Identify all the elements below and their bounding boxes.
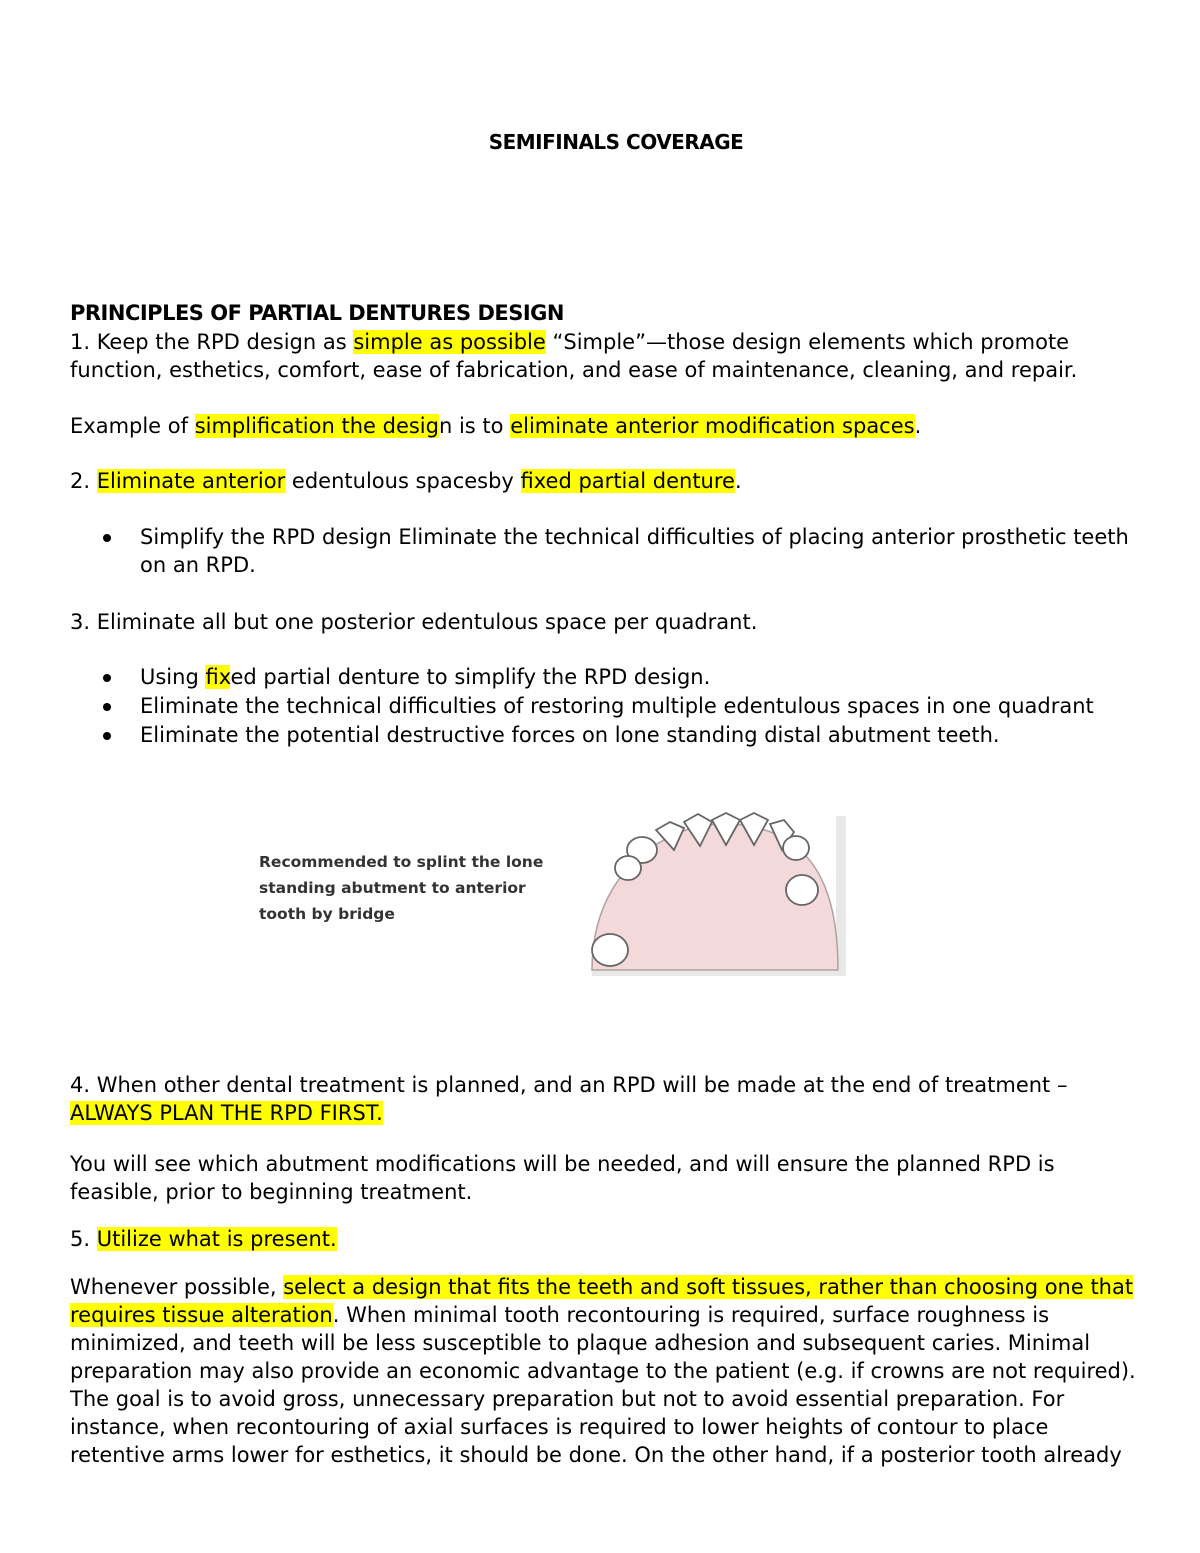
section-heading: PRINCIPLES OF PARTIAL DENTURES DESIGN bbox=[70, 301, 564, 325]
bullet-text: Simplify the RPD design Eliminate the technical difficulties of placing anterior prosthetic teeth bbox=[140, 525, 1129, 549]
principle-4-body-line-2: feasible, prior to beginning treatment. bbox=[70, 1180, 473, 1204]
highlighted-text: simplification the desig bbox=[194, 414, 439, 438]
text-run: 2. bbox=[70, 469, 97, 493]
page-title: SEMIFINALS COVERAGE bbox=[488, 130, 744, 154]
caption-line: tooth by bridge bbox=[259, 905, 395, 923]
caption-line: Recommended to splint the lone bbox=[259, 853, 544, 871]
text-run: 1. Keep the RPD design as bbox=[70, 330, 354, 354]
principle-4-body-line-1: You will see which abutment modifications will be needed, and will ensure the planned RPD is bbox=[70, 1152, 1055, 1176]
text-run: Using bbox=[140, 665, 206, 689]
bullet-icon bbox=[103, 732, 111, 740]
dental-arch-illustration bbox=[586, 812, 848, 978]
principle-5-body-line-6: instance, when recontouring of axial surfaces is required to lower heights of contour to place bbox=[70, 1415, 1049, 1439]
tooth bbox=[786, 875, 818, 905]
principle-1-line-2: function, esthetics, comfort, ease of fabrication, and ease of maintenance, cleaning, and repair. bbox=[70, 358, 1078, 382]
principle-2 bbox=[70, 467, 742, 495]
figure-caption bbox=[259, 849, 543, 927]
tooth bbox=[783, 836, 809, 860]
highlighted-text: requires tissue alteration bbox=[70, 1303, 333, 1327]
example-paragraph bbox=[70, 412, 921, 440]
text-run: n is to bbox=[438, 414, 511, 438]
bullet-icon bbox=[103, 534, 111, 542]
principle-5-body-line-3: minimized, and teeth will be less susceptible to plaque adhesion and subsequent caries. Minimal bbox=[70, 1331, 1091, 1355]
text-run: ed partial denture to simplify the RPD design. bbox=[230, 665, 711, 689]
principle-4-line-1: 4. When other dental treatment is planned, and an RPD will be made at the end of treatment – bbox=[70, 1073, 1068, 1097]
principle-5 bbox=[70, 1225, 337, 1253]
caption-line: standing abutment to anterior bbox=[259, 879, 526, 897]
highlighted-text: select a design that fits the teeth and soft tissues, rather than choosing one that bbox=[283, 1275, 1134, 1299]
bullet-text: Eliminate the technical difficulties of restoring multiple edentulous spaces in one quadrant bbox=[140, 694, 1094, 718]
text-run: . bbox=[914, 414, 922, 438]
principle-5-body-line-2 bbox=[70, 1301, 1049, 1329]
highlighted-text: fix bbox=[205, 665, 231, 689]
bullet-text: Eliminate the potential destructive forces on lone standing distal abutment teeth. bbox=[140, 723, 1000, 747]
principle-4-line-2 bbox=[70, 1099, 383, 1127]
text-run: edentulous spacesby bbox=[285, 469, 521, 493]
bullet-icon bbox=[103, 674, 111, 682]
tooth bbox=[615, 856, 641, 880]
text-run: . When minimal tooth recontouring is required, surface roughness is bbox=[332, 1303, 1050, 1327]
highlighted-text: simple as possible bbox=[353, 330, 546, 354]
text-run: Whenever possible, bbox=[70, 1275, 284, 1299]
principle-5-body-line-4: preparation may also provide an economic advantage to the patient (e.g. if crowns are not required). bbox=[70, 1359, 1136, 1383]
principle-1-line-1 bbox=[70, 328, 1069, 356]
principle-3: 3. Eliminate all but one posterior edentulous space per quadrant. bbox=[70, 610, 758, 634]
text-run: . bbox=[734, 469, 742, 493]
principle-5-body-line-7: retentive arms lower for esthetics, it should be done. On the other hand, if a posterior tooth already bbox=[70, 1443, 1122, 1467]
principle-5-body-line-1 bbox=[70, 1273, 1133, 1301]
bullet-text bbox=[140, 663, 710, 691]
highlighted-text: eliminate anterior modification spaces bbox=[510, 414, 915, 438]
highlighted-text: Eliminate anterior bbox=[96, 469, 286, 493]
highlighted-text: fixed partial denture bbox=[520, 469, 735, 493]
bullet-text: on an RPD. bbox=[140, 553, 256, 577]
tooth bbox=[592, 934, 628, 966]
bullet-icon bbox=[103, 703, 111, 711]
text-run: 5. bbox=[70, 1227, 97, 1251]
text-run: “Simple”—those design elements which promote bbox=[545, 330, 1070, 354]
text-run: Example of bbox=[70, 414, 195, 438]
principle-5-body-line-5: The goal is to avoid gross, unnecessary preparation but not to avoid essential preparation. For bbox=[70, 1387, 1065, 1411]
highlighted-text: ALWAYS PLAN THE RPD FIRST. bbox=[70, 1101, 383, 1125]
highlighted-text: Utilize what is present. bbox=[96, 1227, 337, 1251]
